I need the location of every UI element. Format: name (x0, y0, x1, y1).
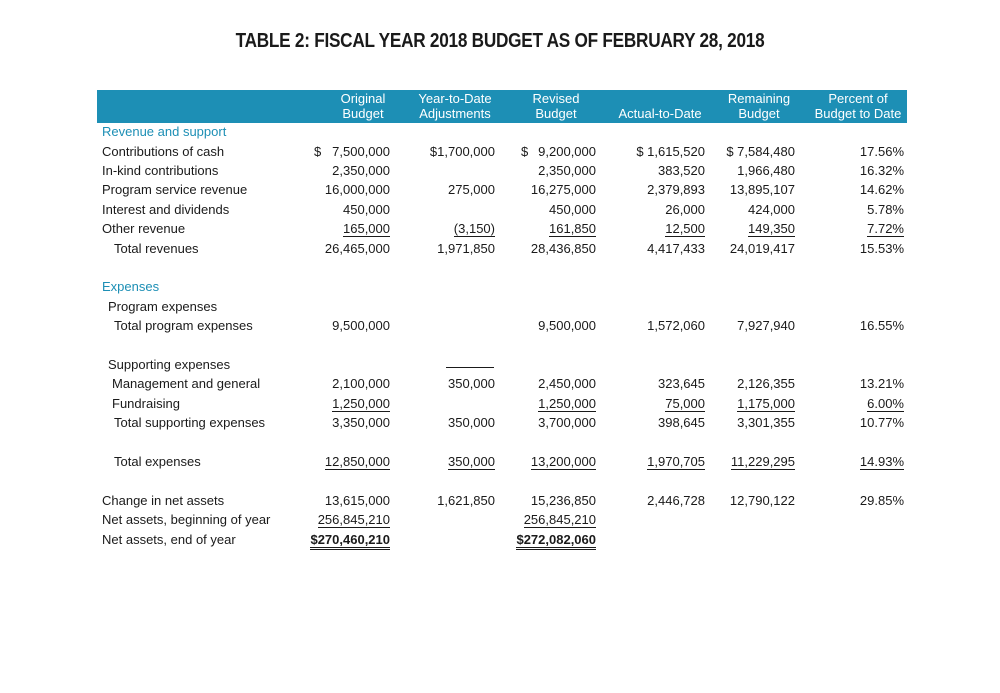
revised-budget-cell: 16,275,000 (530, 182, 596, 197)
percent-cell: 14.62% (859, 182, 904, 197)
percent-cell: 10.77% (859, 415, 904, 430)
table-row (0, 163, 1000, 182)
header-remaining-line1: Remaining (727, 91, 791, 106)
percent-cell: 7.72% (867, 221, 904, 236)
header-revised-budget (521, 90, 591, 123)
original-budget-cell: 450,000 (343, 202, 390, 217)
original-budget-cell: 16,000,000 (324, 182, 390, 197)
table-row (0, 512, 1000, 531)
ytd-column-rule (446, 367, 494, 368)
actual-to-date-cell: 398,645 (658, 415, 705, 430)
original-budget-cell: 13,615,000 (324, 493, 390, 508)
remaining-budget-cell: 424,000 (748, 202, 795, 217)
revised-budget-cell: 2,350,000 (538, 163, 596, 178)
percent-cell: 16.55% (859, 318, 904, 333)
row-label: Supporting expenses (108, 357, 231, 372)
row-label: Net assets, beginning of year (102, 512, 271, 527)
actual-to-date-cell: 1,970,705 (647, 454, 705, 469)
original-budget-cell: 2,350,000 (332, 163, 390, 178)
row-label: Total program expenses (114, 318, 253, 333)
remaining-budget-cell: 24,019,417 (729, 241, 795, 256)
header-percent-of-budget (810, 90, 906, 123)
original-budget-cell: 12,850,000 (324, 454, 390, 469)
remaining-budget-cell: 12,790,122 (729, 493, 795, 508)
original-dollar-sign: $ (314, 144, 322, 159)
remaining-budget-cell: 13,895,107 (729, 182, 795, 197)
original-budget-cell: 165,000 (343, 221, 390, 236)
revised-budget-cell: 161,850 (549, 221, 596, 236)
percent-cell: 29.85% (859, 493, 904, 508)
row-label: Program expenses (108, 299, 218, 314)
row-label: Contributions of cash (102, 144, 225, 159)
actual-to-date-cell: 26,000 (665, 202, 705, 217)
section-revenue-support (0, 124, 1000, 143)
revised-budget-cell: 3,700,000 (538, 415, 596, 430)
revised-budget-cell: 450,000 (549, 202, 596, 217)
header-remaining-budget (724, 90, 794, 123)
ytd-adjustment-cell: (3,150) (453, 221, 495, 236)
table-row (0, 493, 1000, 512)
remaining-budget-cell: 11,229,295 (730, 454, 795, 469)
actual-to-date-cell: 12,500 (665, 221, 705, 236)
actual-to-date-cell: 2,379,893 (647, 182, 705, 197)
header-revised-line1: Revised (532, 91, 580, 106)
revised-budget-cell: $272,082,060 (516, 532, 596, 550)
revised-budget-cell: 2,450,000 (538, 376, 596, 391)
table-row (0, 182, 1000, 201)
header-percent-line2: Budget to Date (814, 106, 902, 121)
row-label: In-kind contributions (102, 163, 219, 178)
table-row (0, 202, 1000, 221)
revised-budget-cell: 13,200,000 (530, 454, 596, 469)
original-budget-cell: 2,100,000 (332, 376, 390, 391)
original-budget-cell: 3,350,000 (332, 415, 390, 430)
original-budget-cell: 256,845,210 (317, 512, 390, 527)
percent-cell: 16.32% (859, 163, 904, 178)
table-title: TABLE 2: FISCAL YEAR 2018 BUDGET AS OF FEBRUARY 28, 2018 (235, 30, 765, 52)
row-label: Change in net assets (102, 493, 225, 508)
row-label: Total supporting expenses (114, 415, 266, 430)
ytd-adjustment-cell: 1,971,850 (437, 241, 495, 256)
actual-to-date-cell: 4,417,433 (647, 241, 705, 256)
header-revised-line2: Budget (535, 106, 577, 121)
row-label: Net assets, end of year (102, 532, 236, 547)
row-label: Other revenue (102, 221, 186, 236)
header-percent-line1: Percent of (828, 91, 888, 106)
row-label: Management and general (112, 376, 261, 391)
revised-budget-cell: 1,250,000 (538, 396, 596, 411)
original-budget-cell: 26,465,000 (324, 241, 390, 256)
actual-to-date-cell: 1,572,060 (647, 318, 705, 333)
remaining-budget-cell: 3,301,355 (737, 415, 795, 430)
remaining-budget-cell: 2,126,355 (737, 376, 795, 391)
remaining-budget-cell: 1,175,000 (737, 396, 795, 411)
revised-budget-cell: 9,200,000 (538, 144, 596, 159)
remaining-budget-cell: 7,927,940 (737, 318, 795, 333)
remaining-budget-cell: $ 7,584,480 (726, 144, 795, 159)
table-row-total (0, 532, 1000, 551)
revised-dollar-sign: $ (521, 144, 529, 159)
row-label: Total expenses (114, 454, 201, 469)
header-ytd-line2: Adjustments (419, 106, 491, 121)
original-budget-cell: 9,500,000 (332, 318, 390, 333)
ytd-adjustment-cell: 275,000 (448, 182, 495, 197)
ytd-adjustment-cell: 350,000 (448, 376, 495, 391)
header-original-line2: Budget (342, 106, 384, 121)
revised-budget-cell: 15,236,850 (530, 493, 596, 508)
header-remaining-line2: Budget (738, 106, 780, 121)
table-row (0, 221, 1000, 240)
row-label: Interest and dividends (102, 202, 230, 217)
original-budget-cell: 7,500,000 (332, 144, 390, 159)
ytd-adjustment-cell: 1,621,850 (437, 493, 495, 508)
remaining-budget-cell: 149,350 (748, 221, 795, 236)
percent-cell: 15.53% (859, 241, 904, 256)
subsection-program-expenses (0, 299, 1000, 318)
header-ytd-line1: Year-to-Date (418, 91, 492, 106)
table-row-total (0, 241, 1000, 260)
original-budget-cell: 1,250,000 (332, 396, 390, 411)
percent-cell: 14.93% (859, 454, 904, 469)
header-actual-to-date (612, 90, 708, 123)
revised-budget-cell: 28,436,850 (530, 241, 596, 256)
row-label: Total revenues (114, 241, 199, 256)
actual-to-date-cell: 75,000 (665, 396, 705, 411)
actual-to-date-cell: 2,446,728 (647, 493, 705, 508)
revised-budget-cell: 9,500,000 (538, 318, 596, 333)
table-row-total (0, 318, 1000, 337)
section-label: Expenses (102, 279, 160, 294)
table-row-total (0, 415, 1000, 434)
table-row (0, 376, 1000, 395)
table-row-total (0, 454, 1000, 473)
section-expenses (0, 279, 1000, 298)
header-actual-line1: Actual-to-Date (618, 106, 702, 121)
percent-cell: 6.00% (867, 396, 904, 411)
percent-cell: 13.21% (859, 376, 904, 391)
row-label: Program service revenue (102, 182, 248, 197)
actual-to-date-cell: 383,520 (658, 163, 705, 178)
ytd-adjustment-cell: 350,000 (448, 415, 495, 430)
header-ytd-adjustments (410, 90, 500, 123)
ytd-adjustment-cell: $1,700,000 (429, 144, 495, 159)
actual-to-date-cell: 323,645 (658, 376, 705, 391)
row-label: Fundraising (112, 396, 180, 411)
percent-cell: 5.78% (867, 202, 904, 217)
ytd-adjustment-cell: 350,000 (448, 454, 495, 469)
actual-to-date-cell: $ 1,615,520 (636, 144, 705, 159)
original-budget-cell: $270,460,210 (310, 532, 390, 550)
table-row (0, 396, 1000, 415)
revised-budget-cell: 256,845,210 (523, 512, 596, 527)
section-label: Revenue and support (102, 124, 227, 139)
table-row (0, 144, 1000, 163)
remaining-budget-cell: 1,966,480 (737, 163, 795, 178)
header-original-budget (328, 90, 398, 123)
subsection-supporting-expenses (0, 357, 1000, 376)
percent-cell: 17.56% (859, 144, 904, 159)
header-original-line1: Original (340, 91, 386, 106)
